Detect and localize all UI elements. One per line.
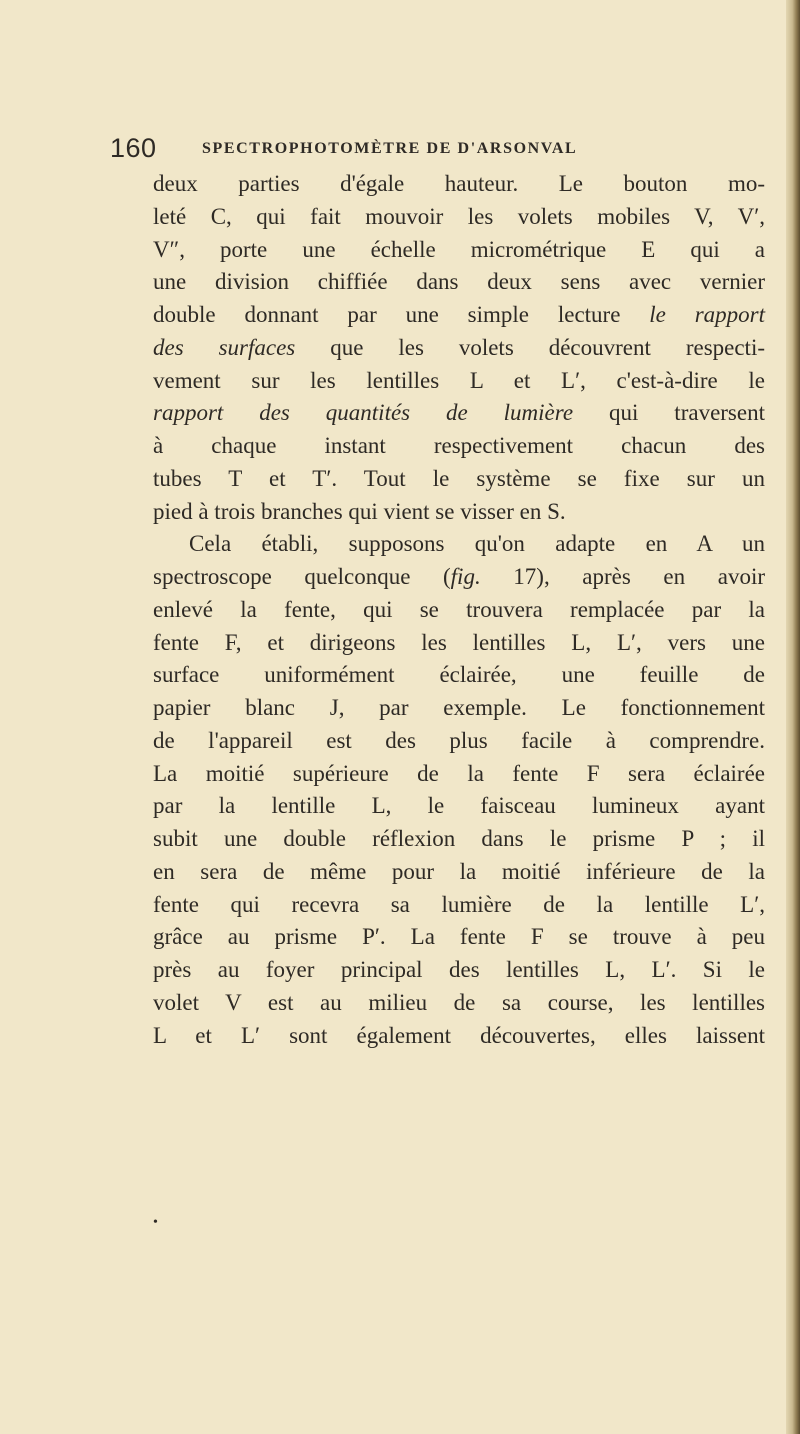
text-line: pied à trois branches qui vient se visser en S.: [153, 498, 566, 524]
text-line: fente qui recevra sa lumière de la lentille L′,: [153, 891, 765, 917]
text-line: L et L′ sont également découvertes, elles laissent: [153, 1022, 765, 1048]
text-line: La moitié supérieure de la fente F sera éclairée: [153, 760, 765, 786]
text-line: papier blanc J, par exemple. Le fonctionnement: [153, 695, 765, 720]
text-line: [153, 397, 765, 430]
text-line: V″, porte une échelle micrométrique E qui a: [153, 236, 765, 262]
text-line: en sera de même pour la moitié inférieure de la: [153, 858, 765, 884]
text-run: spectroscope quelconque (: [153, 564, 451, 589]
text-run: que les volets découvrent respecti-: [295, 334, 765, 360]
text-line: [153, 332, 765, 365]
page-number: 160: [110, 133, 157, 163]
text-run: double donnant par une simple lecture: [153, 302, 650, 327]
text-line: grâce au prisme P′. La fente F se trouve à peu: [153, 924, 765, 950]
page-edge-shadow: [786, 0, 800, 1434]
text-line: fente F, et dirigeons les lentilles L, L′, vers une: [153, 629, 765, 655]
text-line: vement sur les lentilles L et L′, c'est-à-dire le: [153, 367, 765, 393]
text-line: tubes T et T′. Tout le système se fixe sur un: [153, 465, 765, 491]
text-line: deux parties d'égale hauteur. Le bouton mo-: [153, 171, 765, 196]
text-line: [153, 561, 765, 594]
text-line: une division chiffiée dans deux sens avec vernier: [153, 269, 765, 295]
page-header: [110, 133, 750, 173]
italic-run: des surfaces: [153, 334, 296, 360]
text-run: 17), après en avoir: [480, 564, 766, 589]
body-text: [153, 168, 765, 1052]
text-line: leté C, qui fait mouvoir les volets mobiles V, V′,: [153, 203, 765, 229]
text-line: volet V est au milieu de sa course, les lentilles: [153, 989, 765, 1015]
italic-run: le rapport: [649, 302, 766, 327]
text-line: à chaque instant respectivement chacun des: [153, 433, 765, 458]
text-line: subit une double réflexion dans le prisme P ; il: [153, 826, 765, 851]
text-line: enlevé la fente, qui se trouvera remplacée par la: [153, 596, 765, 622]
text-line: de l'appareil est des plus facile à comprendre.: [153, 727, 765, 753]
text-line: près au foyer principal des lentilles L, L′. Si le: [153, 957, 765, 982]
italic-run: rapport des quantités de lumière: [153, 400, 574, 426]
running-title: SPECTROPHOTOMÈTRE DE D'ARSONVAL: [202, 140, 578, 157]
paragraph-first-line: Cela établi, supposons qu'on adapte en A un: [189, 531, 765, 557]
text-line: surface uniformément éclairée, une feuille de: [153, 662, 765, 688]
ink-speck: •: [153, 1215, 158, 1230]
italic-run: fig.: [450, 564, 481, 589]
text-line: par la lentille L, le faisceau lumineux ayant: [153, 793, 765, 819]
text-line: [153, 299, 765, 332]
text-run: qui traversent: [573, 400, 765, 426]
